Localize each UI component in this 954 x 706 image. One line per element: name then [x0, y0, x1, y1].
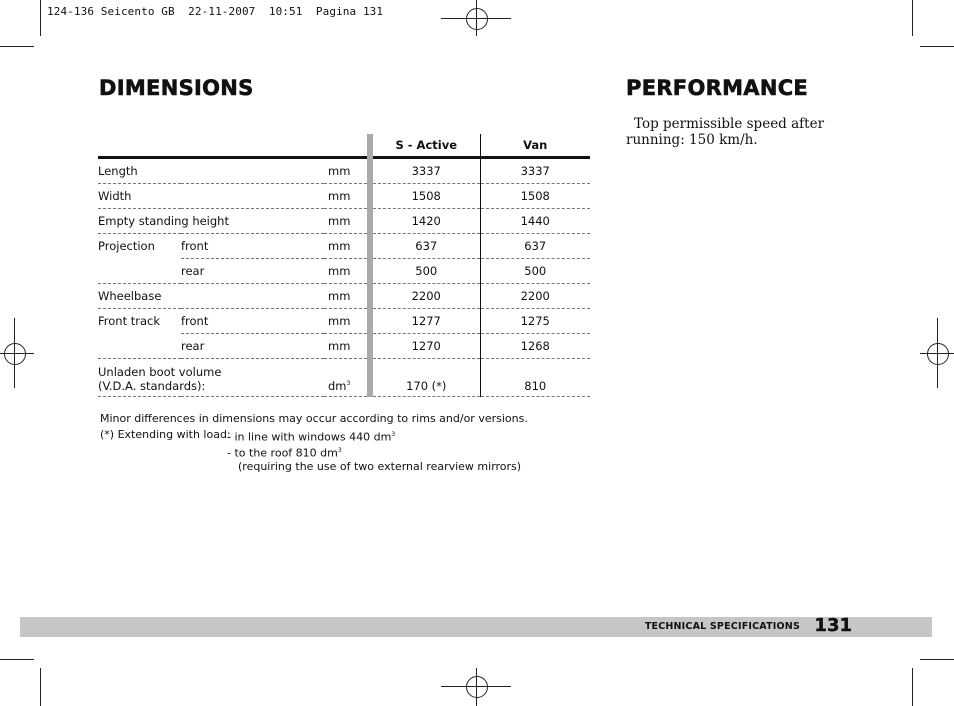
table-row: [98, 158, 590, 184]
row-unit: mm: [324, 309, 370, 334]
performance-title: PERFORMANCE: [626, 76, 809, 100]
table-row: [98, 209, 590, 234]
value-van: 637: [480, 234, 590, 259]
value-s-active: 500: [370, 259, 480, 284]
value-s-active: 170 (*): [370, 359, 480, 397]
value-s-active: 1277: [370, 309, 480, 334]
table-row: [98, 359, 590, 397]
note-prefix: (*) Extending with load:: [100, 428, 231, 441]
row-label: Length: [98, 158, 324, 184]
note-line: [100, 443, 528, 459]
note-line: Minor differences in dimensions may occur according to rims and/or versions.: [100, 412, 528, 425]
column-header-van: Van: [480, 134, 590, 158]
table-row: [98, 309, 590, 334]
value-s-active: 1508: [370, 184, 480, 209]
crop-mark: [912, 668, 913, 706]
value-van: 500: [480, 259, 590, 284]
crop-mark: [0, 659, 34, 660]
unit-text: dm: [328, 379, 347, 393]
performance-text: Top permissible speed after running: 150 km/h.: [626, 116, 825, 148]
boot-volume-label: [98, 359, 324, 397]
table-row: [98, 334, 590, 359]
row-sublabel: rear: [181, 334, 324, 359]
value-van: 1508: [480, 184, 590, 209]
dimension-notes: [100, 411, 528, 475]
crop-mark: [0, 46, 34, 47]
value-s-active: 1270: [370, 334, 480, 359]
unit-exponent: 3: [346, 380, 351, 388]
value-van: 1440: [480, 209, 590, 234]
note-line: [100, 427, 528, 443]
crop-mark: [920, 659, 954, 660]
value-van: 3337: [480, 158, 590, 184]
table-row: [98, 234, 590, 259]
note-exponent: 3: [391, 431, 396, 438]
dimensions-table: [98, 134, 590, 397]
row-sublabel: rear: [181, 259, 324, 284]
row-unit: mm: [324, 334, 370, 359]
row-label: [98, 259, 181, 284]
table-row: [98, 184, 590, 209]
table-row: [98, 259, 590, 284]
row-sublabel: front: [181, 309, 324, 334]
boot-label-line2: (V.D.A. standards):: [98, 379, 206, 393]
table-header-row: [98, 134, 590, 158]
row-label: [98, 334, 181, 359]
row-label: Wheelbase: [98, 284, 324, 309]
page-number: 131: [814, 615, 852, 636]
value-van: 2200: [480, 284, 590, 309]
row-label: Front track: [98, 314, 161, 329]
note-exponent: 3: [337, 447, 342, 454]
value-van: 810: [480, 359, 590, 397]
crop-mark: [920, 46, 954, 47]
row-unit: mm: [324, 284, 370, 309]
boot-label-line1: Unladen boot volume: [98, 365, 222, 379]
value-s-active: 2200: [370, 284, 480, 309]
note-item-text: - in line with windows 440 dm: [227, 430, 392, 444]
row-label: Width: [98, 184, 324, 209]
row-unit: mm: [324, 184, 370, 209]
print-slug: 124-136 Seicento GB 22-11-2007 10:51 Pagina 131: [47, 5, 384, 18]
section-label: TECHNICAL SPECIFICATIONS: [644, 621, 800, 632]
row-unit: [324, 359, 370, 397]
crop-mark: [40, 668, 41, 706]
column-header-s-active: S - Active: [370, 134, 480, 158]
note-line: [100, 459, 528, 475]
note-item-text: (requiring the use of two external rearview mirrors): [238, 460, 522, 473]
dimensions-title: DIMENSIONS: [99, 76, 254, 100]
value-van: 1268: [480, 334, 590, 359]
row-unit: mm: [324, 209, 370, 234]
crop-mark: [40, 0, 41, 36]
crop-mark: [912, 0, 913, 36]
row-sublabel: front: [181, 234, 324, 259]
value-s-active: 3337: [370, 158, 480, 184]
value-s-active: 1420: [370, 209, 480, 234]
table-row: [98, 284, 590, 309]
value-van: 1275: [480, 309, 590, 334]
row-unit: mm: [324, 259, 370, 284]
footer-bar: [20, 617, 932, 637]
value-s-active: 637: [370, 234, 480, 259]
note-item-text: - to the roof 810 dm: [227, 446, 338, 460]
row-unit: mm: [324, 234, 370, 259]
row-label: Projection: [98, 239, 155, 254]
row-label: Empty standing height: [98, 209, 324, 234]
row-unit: mm: [324, 158, 370, 184]
